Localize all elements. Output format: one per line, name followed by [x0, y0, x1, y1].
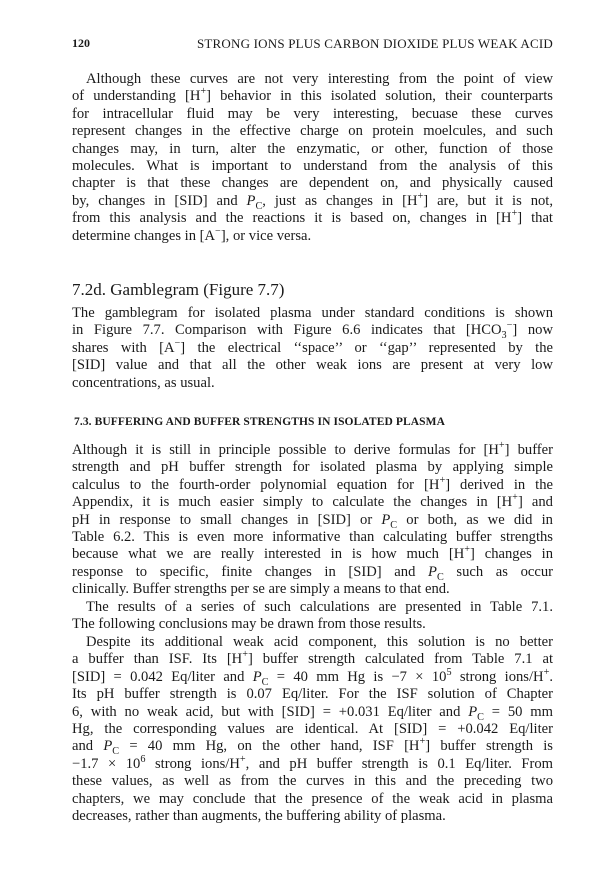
text-line: Hg, the corresponding values are identical. At [SID] = +0.042 Eq/liter: [72, 720, 553, 737]
text-line: determine changes in [A−], or vice versa.: [72, 225, 312, 244]
supscript: −: [174, 337, 181, 349]
subscript: C: [255, 200, 263, 212]
supscript: +: [419, 736, 426, 748]
text-line: concentrations, as usual.: [72, 374, 215, 391]
running-title: STRONG IONS PLUS CARBON DIOXIDE PLUS WEAK ACID: [196, 36, 553, 51]
text-line: Despite its additional weak acid component, this solution is no better: [86, 634, 553, 650]
text-line: Although these curves are not very interesting from the point of view: [86, 71, 553, 87]
text-line: The results of a series of such calculations are presented in Table 7.1.: [86, 599, 553, 615]
italic-symbol: P: [103, 738, 113, 755]
text-line: The gamblegram for isolated plasma under standard conditions is shown: [72, 305, 553, 321]
paragraph-4: [72, 599, 553, 634]
text-line: Although it is still in principle possible to derive formulas for [H+] buffer: [72, 440, 553, 458]
supscript: +: [200, 86, 207, 98]
page-number: 120: [72, 36, 90, 50]
text-line: chapters, we may conclude that the presence of the weak acid in plasma: [72, 790, 553, 807]
text-line: from this analysis and the reactions it is based on, changes in [H+] that: [72, 208, 553, 227]
text-line: Its pH buffer strength is 0.07 Eq/liter. For the ISF solution of Chapter: [72, 686, 553, 703]
text-line: strength and pH buffer strength for isolated plasma by applying simple: [72, 459, 553, 476]
section-heading-7-2d: 7.2d. Gamblegram (Figure 7.7): [72, 280, 285, 299]
supscript: +: [498, 440, 505, 452]
supscript: 5: [446, 666, 452, 678]
subscript: C: [436, 571, 444, 583]
italic-symbol: P: [428, 563, 437, 580]
paragraph-2: [72, 305, 553, 392]
text-line: [SID] value and that all the other weak ions are present at very low: [72, 357, 553, 374]
supscript: 6: [140, 753, 146, 765]
paragraph-5: [72, 634, 553, 825]
supscript: +: [464, 544, 471, 556]
text-line: response to specific, finite changes in [SID] and $P_C$ such as occur: [72, 563, 553, 583]
supscript: +: [511, 208, 518, 220]
text-line: shares with [A−] the electrical ‘‘space’’ or ‘‘gap’’ represented by the: [72, 337, 553, 356]
subscript: C: [112, 746, 120, 758]
text-line: chapter is that these changes are dependent on, and physically caused: [72, 175, 553, 192]
italic-symbol: P: [252, 668, 262, 685]
text-line: molecules. What is important to understand from the analysis of this: [72, 157, 553, 174]
italic-symbol: P: [381, 511, 391, 528]
supscript: +: [239, 753, 246, 765]
paragraph-3: [72, 442, 553, 599]
text-line: by, changes in [SID] and $P_C$, just as changes in [H+] are, but it is not,: [72, 190, 553, 212]
text-line: these values, as well as from the curves in this and the preceding two: [72, 773, 553, 790]
text-line: represent changes in the effective charge on protein moelcules, and such: [72, 123, 553, 140]
text-line: for intracellular fluid may be very interesting, becuase these curves: [72, 105, 553, 122]
text-line: The following conclusions may be drawn from those results.: [72, 616, 426, 633]
text-line: in Figure 7.7. Comparison with Figure 6.6 indicates that $[HCO_3^-]$ now: [72, 320, 553, 342]
italic-symbol: P: [246, 192, 256, 209]
supscript: −: [215, 225, 221, 237]
text-line: decreases, rather than augments, the buffering ability of plasma.: [72, 807, 446, 824]
text-line: of understanding [H+] behavior in this isolated solution, their counterparts: [72, 86, 553, 105]
text-line: Appendix, it is much easier simply to calculate the changes in [H+] and: [72, 492, 553, 511]
section-heading-7-3: 7.3. BUFFERING AND BUFFER STRENGTHS IN ISOLATED PLASMA: [74, 416, 446, 428]
text-line: a buffer than ISF. Its [H+] buffer strength calculated from Table 7.1 at: [72, 649, 553, 668]
supscript: +: [439, 474, 446, 486]
text-line: pH in response to small changes in [SID] or $P_C$ or both, as we did in: [72, 511, 553, 531]
text-line: changes may, in turn, alter the enzymatic, or other, function of those: [72, 140, 553, 157]
text-line: because what we are really interested in is how much [H+] changes in: [72, 544, 554, 563]
text-line: and $P_C = 40$ mm Hg, on the other hand, ISF [H+] buffer strength is: [72, 736, 553, 758]
supscript: −: [506, 320, 513, 332]
subscript: C: [390, 519, 398, 531]
text-line: clinically. Buffer strengths per se are simply a means to that end.: [72, 581, 450, 598]
paragraph-1: [72, 71, 553, 245]
subscript: C: [261, 676, 269, 688]
text-line: calculus to the fourth-order polynomial equation for [H+] derived in the: [72, 474, 553, 493]
text-line: $-1.7 \times 10^6$ strong ions/H+, and pH buffer strength is 0.1 Eq/liter. From: [72, 753, 554, 772]
supscript: +: [417, 190, 424, 202]
subscript: 3: [501, 330, 507, 342]
text-line: [SID] = 0.042 Eq/liter and $P_C = 40$ mm Hg is $-7 \times 10^5$ strong ions/H+.: [72, 666, 554, 688]
text-line: Table 6.2. This is even more informative than calculating buffer strengths: [72, 528, 553, 545]
supscript: +: [543, 666, 550, 678]
subscript: C: [477, 711, 484, 723]
text-line: 6, with no weak acid, but with [SID] = +0.031 Eq/liter and $P_C = 50$ mm: [72, 703, 553, 723]
italic-symbol: P: [468, 703, 478, 720]
supscript: +: [242, 649, 248, 661]
supscript: +: [512, 492, 518, 504]
